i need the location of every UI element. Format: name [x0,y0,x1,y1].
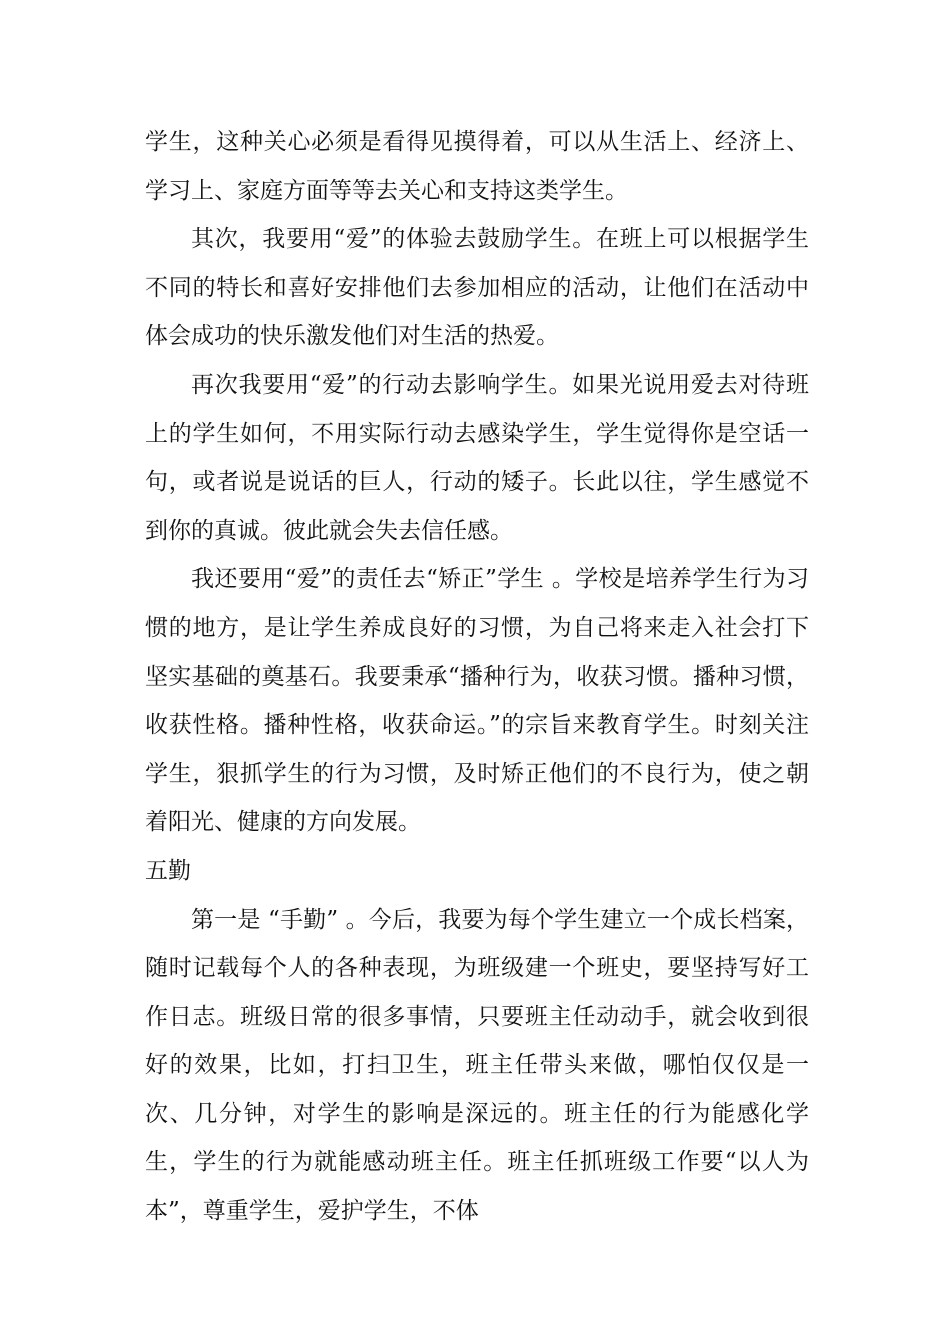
section-heading-five-diligences: 五勤 [145,857,191,884]
paragraph-love-experience: 其次，我要用“爱”的体验去鼓励学生。在班上可以根据学生不同的特长和喜好安排他们去参加相应的活动，让他们在活动中体会成功的快乐激发他们对生活的热爱。 [145,226,809,350]
paragraph-love-responsibility: 我还要用“爱”的责任去“矫正”学生 。学校是培养学生行为习惯的地方，是让学生养成良好的习惯，为自己将来走入社会打下坚实基础的奠基石。我要秉承“播种行为，收获习惯。播种习惯，收获性格。播种性格，收获命运。”的宗旨来教育学生。时刻关注学生，狠抓学生的行为习惯，及时矫正他们的不良行为，使之朝着阳光、健康的方向发展。 [145,566,809,836]
document-body [145,118,809,1236]
paragraph-care-continuation: 学生，这种关心必须是看得见摸得着，可以从生活上、经济上、学习上、家庭方面等等去关心和支持这类学生。 [145,129,809,204]
paragraph-love-action: 再次我要用“爱”的行动去影响学生。如果光说用爱去对待班上的学生如何，不用实际行动去感染学生，学生觉得你是空话一句，或者说是说话的巨人，行动的矮子。长此以往，学生感觉不到你的真诚。彼此就会失去信任感。 [145,371,809,544]
paragraph-hand-diligence: 第一是 “手勤” 。今后，我要为每个学生建立一个成长档案，随时记载每个人的各种表现，为班级建一个班史，要坚持写好工作日志。班级日常的很多事情，只要班主任动动手，就会收到很好的效果，比如，打扫卫生，班主任带头来做，哪怕仅仅是一次、几分钟，对学生的影响是深远的。班主任的行为能感化学生，学生的行为就能感动班主任。班主任抓班级工作要“以人为本”，尊重学生，爱护学生，不体 [145,906,809,1225]
